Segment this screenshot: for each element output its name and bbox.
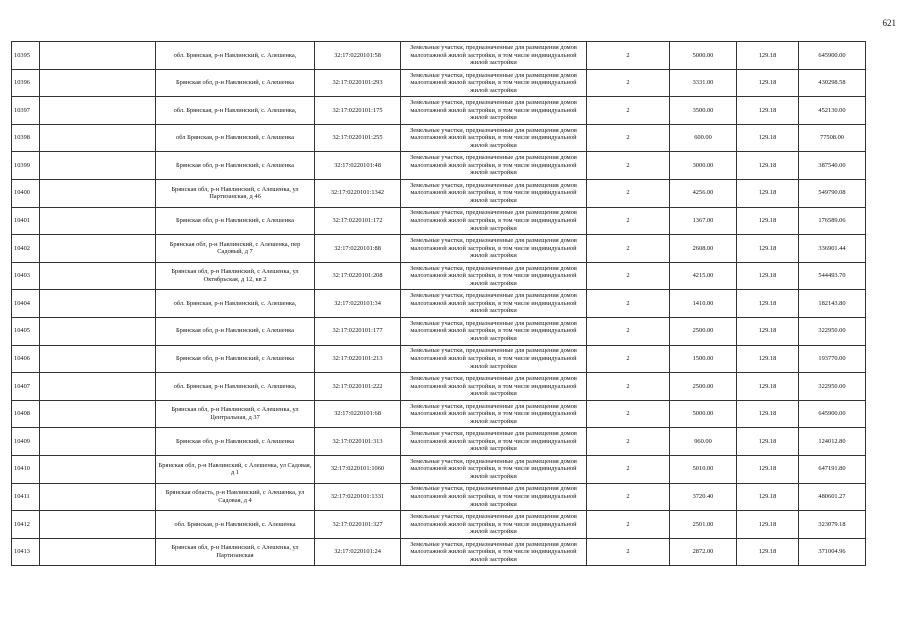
permitted-use-cell: Земельные участки, предназначенные для размещения домов малоэтажной жилой застройки, в том числе индивидуальной жилой застройки <box>401 207 587 235</box>
empty-cell <box>40 152 156 180</box>
empty-cell <box>40 455 156 483</box>
cadastral-number-cell: 32:17:0220101:24 <box>315 538 401 566</box>
table-row <box>12 373 866 401</box>
group-cell: 2 <box>587 69 670 97</box>
row-number: 10408 <box>12 400 40 428</box>
cadastral-number-cell: 32:17:0220101:327 <box>315 511 401 539</box>
group-cell: 2 <box>587 538 670 566</box>
table-row <box>12 69 866 97</box>
page-number: 621 <box>882 18 896 28</box>
permitted-use-cell: Земельные участки, предназначенные для размещения домов малоэтажной жилой застройки, в том числе индивидуальной жилой застройки <box>401 455 587 483</box>
cadastral-number-cell: 32:17:0220101:175 <box>315 97 401 125</box>
group-cell: 2 <box>587 207 670 235</box>
area-cell: 2608.00 <box>670 235 737 263</box>
row-number: 10395 <box>12 42 40 70</box>
specific-value-cell: 129.18 <box>737 262 799 290</box>
specific-value-cell: 129.18 <box>737 428 799 456</box>
row-number: 10397 <box>12 97 40 125</box>
row-number: 10398 <box>12 124 40 152</box>
permitted-use-cell: Земельные участки, предназначенные для размещения домов малоэтажной жилой застройки, в том числе индивидуальной жилой застройки <box>401 538 587 566</box>
specific-value-cell: 129.18 <box>737 124 799 152</box>
table-row <box>12 262 866 290</box>
cadastral-value-cell: 322950.00 <box>799 317 866 345</box>
permitted-use-cell: Земельные участки, предназначенные для размещения домов малоэтажной жилой застройки, в том числе индивидуальной жилой застройки <box>401 290 587 318</box>
row-number: 10401 <box>12 207 40 235</box>
specific-value-cell: 129.18 <box>737 373 799 401</box>
row-number: 10402 <box>12 235 40 263</box>
row-number: 10407 <box>12 373 40 401</box>
table-row <box>12 511 866 539</box>
empty-cell <box>40 373 156 401</box>
cadastral-number-cell: 32:17:0220101:222 <box>315 373 401 401</box>
table-row <box>12 483 866 511</box>
empty-cell <box>40 124 156 152</box>
specific-value-cell: 129.18 <box>737 511 799 539</box>
row-number: 10413 <box>12 538 40 566</box>
specific-value-cell: 129.18 <box>737 290 799 318</box>
area-cell: 3331.00 <box>670 69 737 97</box>
empty-cell <box>40 97 156 125</box>
group-cell: 2 <box>587 42 670 70</box>
area-cell: 1367.00 <box>670 207 737 235</box>
group-cell: 2 <box>587 455 670 483</box>
area-cell: 2872.00 <box>670 538 737 566</box>
address-cell: Брянская обл, р-н Навлинский, с Алешенка, ул Партизанская <box>156 538 315 566</box>
specific-value-cell: 129.18 <box>737 42 799 70</box>
row-number: 10403 <box>12 262 40 290</box>
empty-cell <box>40 69 156 97</box>
permitted-use-cell: Земельные участки, предназначенные для размещения домов малоэтажной жилой застройки, в том числе индивидуальной жилой застройки <box>401 373 587 401</box>
specific-value-cell: 129.18 <box>737 455 799 483</box>
empty-cell <box>40 179 156 207</box>
cadastral-value-cell: 77508.00 <box>799 124 866 152</box>
specific-value-cell: 129.18 <box>737 69 799 97</box>
address-cell: обл. Брянская, р-н Навлинский, с. Алешенка, <box>156 97 315 125</box>
area-cell: 3500.00 <box>670 97 737 125</box>
row-number: 10412 <box>12 511 40 539</box>
area-cell: 2500.00 <box>670 317 737 345</box>
permitted-use-cell: Земельные участки, предназначенные для размещения домов малоэтажной жилой застройки, в том числе индивидуальной жилой застройки <box>401 97 587 125</box>
row-number: 10399 <box>12 152 40 180</box>
table-row <box>12 124 866 152</box>
area-cell: 3000.00 <box>670 152 737 180</box>
empty-cell <box>40 538 156 566</box>
table-body <box>12 42 866 566</box>
address-cell: Брянская обл, р-н Навлинский, с Алешенка, пер Садовый, д 7 <box>156 235 315 263</box>
row-number: 10411 <box>12 483 40 511</box>
cadastral-value-cell: 452130.00 <box>799 97 866 125</box>
specific-value-cell: 129.18 <box>737 235 799 263</box>
permitted-use-cell: Земельные участки, предназначенные для размещения домов малоэтажной жилой застройки, в том числе индивидуальной жилой застройки <box>401 317 587 345</box>
cadastral-value-cell: 480601.27 <box>799 483 866 511</box>
table-row <box>12 428 866 456</box>
specific-value-cell: 129.18 <box>737 317 799 345</box>
row-number: 10405 <box>12 317 40 345</box>
row-number: 10404 <box>12 290 40 318</box>
address-cell: Брянская область, р-н Навлинский, с Алешенка, ул Садовая, д 4 <box>156 483 315 511</box>
cadastral-number-cell: 32:17:0220101:293 <box>315 69 401 97</box>
table-row <box>12 152 866 180</box>
group-cell: 2 <box>587 345 670 373</box>
area-cell: 600.00 <box>670 124 737 152</box>
group-cell: 2 <box>587 262 670 290</box>
specific-value-cell: 129.18 <box>737 179 799 207</box>
table-row <box>12 42 866 70</box>
group-cell: 2 <box>587 373 670 401</box>
empty-cell <box>40 235 156 263</box>
area-cell: 1500.00 <box>670 345 737 373</box>
row-number: 10409 <box>12 428 40 456</box>
row-number: 10400 <box>12 179 40 207</box>
address-cell: Брянская обл, р-н Навлинский, с Алешенка, ул Октябрьская, д 12, кв 2 <box>156 262 315 290</box>
table-row <box>12 400 866 428</box>
group-cell: 2 <box>587 124 670 152</box>
cadastral-number-cell: 32:17:0220101:1331 <box>315 483 401 511</box>
empty-cell <box>40 483 156 511</box>
group-cell: 2 <box>587 428 670 456</box>
permitted-use-cell: Земельные участки, предназначенные для размещения домов малоэтажной жилой застройки, в том числе индивидуальной жилой застройки <box>401 511 587 539</box>
cadastral-number-cell: 32:17:0220101:88 <box>315 235 401 263</box>
cadastral-value-cell: 322950.00 <box>799 373 866 401</box>
empty-cell <box>40 400 156 428</box>
cadastral-value-cell: 193770.00 <box>799 345 866 373</box>
area-cell: 960.00 <box>670 428 737 456</box>
permitted-use-cell: Земельные участки, предназначенные для размещения домов малоэтажной жилой застройки, в том числе индивидуальной жилой застройки <box>401 179 587 207</box>
group-cell: 2 <box>587 152 670 180</box>
permitted-use-cell: Земельные участки, предназначенные для размещения домов малоэтажной жилой застройки, в том числе индивидуальной жилой застройки <box>401 42 587 70</box>
address-cell: обл. Брянская, р-н Навлинский, с. Алешенка <box>156 511 315 539</box>
cadastral-value-cell: 645900.00 <box>799 400 866 428</box>
permitted-use-cell: Земельные участки, предназначенные для размещения домов малоэтажной жилой застройки, в том числе индивидуальной жилой застройки <box>401 152 587 180</box>
permitted-use-cell: Земельные участки, предназначенные для размещения домов малоэтажной жилой застройки, в том числе индивидуальной жилой застройки <box>401 400 587 428</box>
cadastral-value-cell: 549790.08 <box>799 179 866 207</box>
table-row <box>12 317 866 345</box>
group-cell: 2 <box>587 317 670 345</box>
specific-value-cell: 129.18 <box>737 538 799 566</box>
address-cell: Брянская обл, р-н Навлинский, с Алешенка, ул Садовая, д 1 <box>156 455 315 483</box>
area-cell: 5000.00 <box>670 42 737 70</box>
permitted-use-cell: Земельные участки, предназначенные для размещения домов малоэтажной жилой застройки, в том числе индивидуальной жилой застройки <box>401 428 587 456</box>
table-row <box>12 235 866 263</box>
cadastral-value-cell: 323079.18 <box>799 511 866 539</box>
cadastral-number-cell: 32:17:0220101:255 <box>315 124 401 152</box>
cadastral-number-cell: 32:17:0220101:34 <box>315 290 401 318</box>
specific-value-cell: 129.18 <box>737 400 799 428</box>
row-number: 10406 <box>12 345 40 373</box>
empty-cell <box>40 317 156 345</box>
cadastral-number-cell: 32:17:0220101:208 <box>315 262 401 290</box>
address-cell: Брянская обл, р-н Навлинский, с Алешенка <box>156 428 315 456</box>
area-cell: 3720.40 <box>670 483 737 511</box>
cadastral-value-cell: 645900.00 <box>799 42 866 70</box>
cadastral-number-cell: 32:17:0220101:68 <box>315 400 401 428</box>
cadastral-number-cell: 32:17:0220101:48 <box>315 152 401 180</box>
permitted-use-cell: Земельные участки, предназначенные для размещения домов малоэтажной жилой застройки, в том числе индивидуальной жилой застройки <box>401 262 587 290</box>
specific-value-cell: 129.18 <box>737 97 799 125</box>
permitted-use-cell: Земельные участки, предназначенные для размещения домов малоэтажной жилой застройки, в том числе индивидуальной жилой застройки <box>401 345 587 373</box>
cadastral-value-cell: 182143.80 <box>799 290 866 318</box>
specific-value-cell: 129.18 <box>737 207 799 235</box>
cadastral-number-cell: 32:17:0220101:1060 <box>315 455 401 483</box>
table-row <box>12 345 866 373</box>
cadastral-value-cell: 336901.44 <box>799 235 866 263</box>
permitted-use-cell: Земельные участки, предназначенные для размещения домов малоэтажной жилой застройки, в том числе индивидуальной жилой застройки <box>401 124 587 152</box>
table-row <box>12 455 866 483</box>
empty-cell <box>40 511 156 539</box>
address-cell: Брянская обл, р-н Навлинский, с Алешенка <box>156 317 315 345</box>
address-cell: обл. Брянская, р-н Навлинский, с. Алешенка, <box>156 373 315 401</box>
group-cell: 2 <box>587 483 670 511</box>
table-row <box>12 179 866 207</box>
cadastral-value-cell: 371004.96 <box>799 538 866 566</box>
cadastral-value-cell: 647191.80 <box>799 455 866 483</box>
specific-value-cell: 129.18 <box>737 345 799 373</box>
address-cell: обл. Брянская, р-н Навлинский, с. Алешенка, <box>156 42 315 70</box>
empty-cell <box>40 262 156 290</box>
area-cell: 2500.00 <box>670 373 737 401</box>
address-cell: Брянская обл, р-н Навлинский, с Алешенка <box>156 345 315 373</box>
cadastral-value-cell: 176589.06 <box>799 207 866 235</box>
cadastral-number-cell: 32:17:0220101:177 <box>315 317 401 345</box>
cadastral-value-cell: 430298.58 <box>799 69 866 97</box>
specific-value-cell: 129.18 <box>737 483 799 511</box>
empty-cell <box>40 345 156 373</box>
cadastral-value-cell: 124012.80 <box>799 428 866 456</box>
row-number: 10396 <box>12 69 40 97</box>
area-cell: 1410.00 <box>670 290 737 318</box>
empty-cell <box>40 207 156 235</box>
address-cell: Брянская обл, р-н Навлинский, с Алешенка <box>156 69 315 97</box>
area-cell: 5010.00 <box>670 455 737 483</box>
row-number: 10410 <box>12 455 40 483</box>
address-cell: обл. Брянская, р-н Навлинский, с. Алешенка, <box>156 290 315 318</box>
empty-cell <box>40 290 156 318</box>
table-row <box>12 538 866 566</box>
permitted-use-cell: Земельные участки, предназначенные для размещения домов малоэтажной жилой застройки, в том числе индивидуальной жилой застройки <box>401 69 587 97</box>
empty-cell <box>40 42 156 70</box>
address-cell: Брянская обл, р-н Навлинский, с Алешенка <box>156 207 315 235</box>
permitted-use-cell: Земельные участки, предназначенные для размещения домов малоэтажной жилой застройки, в том числе индивидуальной жилой застройки <box>401 483 587 511</box>
address-cell: Брянская обл, р-н Навлинский, с Алешенка, ул Партизанская, д 46 <box>156 179 315 207</box>
area-cell: 4215.00 <box>670 262 737 290</box>
empty-cell <box>40 428 156 456</box>
area-cell: 4256.00 <box>670 179 737 207</box>
cadastral-value-cell: 387540.00 <box>799 152 866 180</box>
cadastral-number-cell: 32:17:0220101:213 <box>315 345 401 373</box>
address-cell: Брянская обл, р-н Навлинский, с Алешенка, ул Центральная, д 37 <box>156 400 315 428</box>
group-cell: 2 <box>587 290 670 318</box>
address-cell: обл Брянская, р-н Навлинский, с Алешенка <box>156 124 315 152</box>
address-cell: Брянская обл, р-н Навлинский, с Алешенка <box>156 152 315 180</box>
cadastral-number-cell: 32:17:0220101:58 <box>315 42 401 70</box>
area-cell: 2501.00 <box>670 511 737 539</box>
cadastral-number-cell: 32:17:0220101:1342 <box>315 179 401 207</box>
cadastral-value-table <box>11 41 866 566</box>
table-row <box>12 97 866 125</box>
permitted-use-cell: Земельные участки, предназначенные для размещения домов малоэтажной жилой застройки, в том числе индивидуальной жилой застройки <box>401 235 587 263</box>
table-row <box>12 290 866 318</box>
cadastral-number-cell: 32:17:0220101:313 <box>315 428 401 456</box>
area-cell: 5000.00 <box>670 400 737 428</box>
specific-value-cell: 129.18 <box>737 152 799 180</box>
group-cell: 2 <box>587 235 670 263</box>
table-row <box>12 207 866 235</box>
group-cell: 2 <box>587 179 670 207</box>
group-cell: 2 <box>587 97 670 125</box>
cadastral-value-cell: 544493.70 <box>799 262 866 290</box>
group-cell: 2 <box>587 511 670 539</box>
cadastral-number-cell: 32:17:0220101:172 <box>315 207 401 235</box>
group-cell: 2 <box>587 400 670 428</box>
